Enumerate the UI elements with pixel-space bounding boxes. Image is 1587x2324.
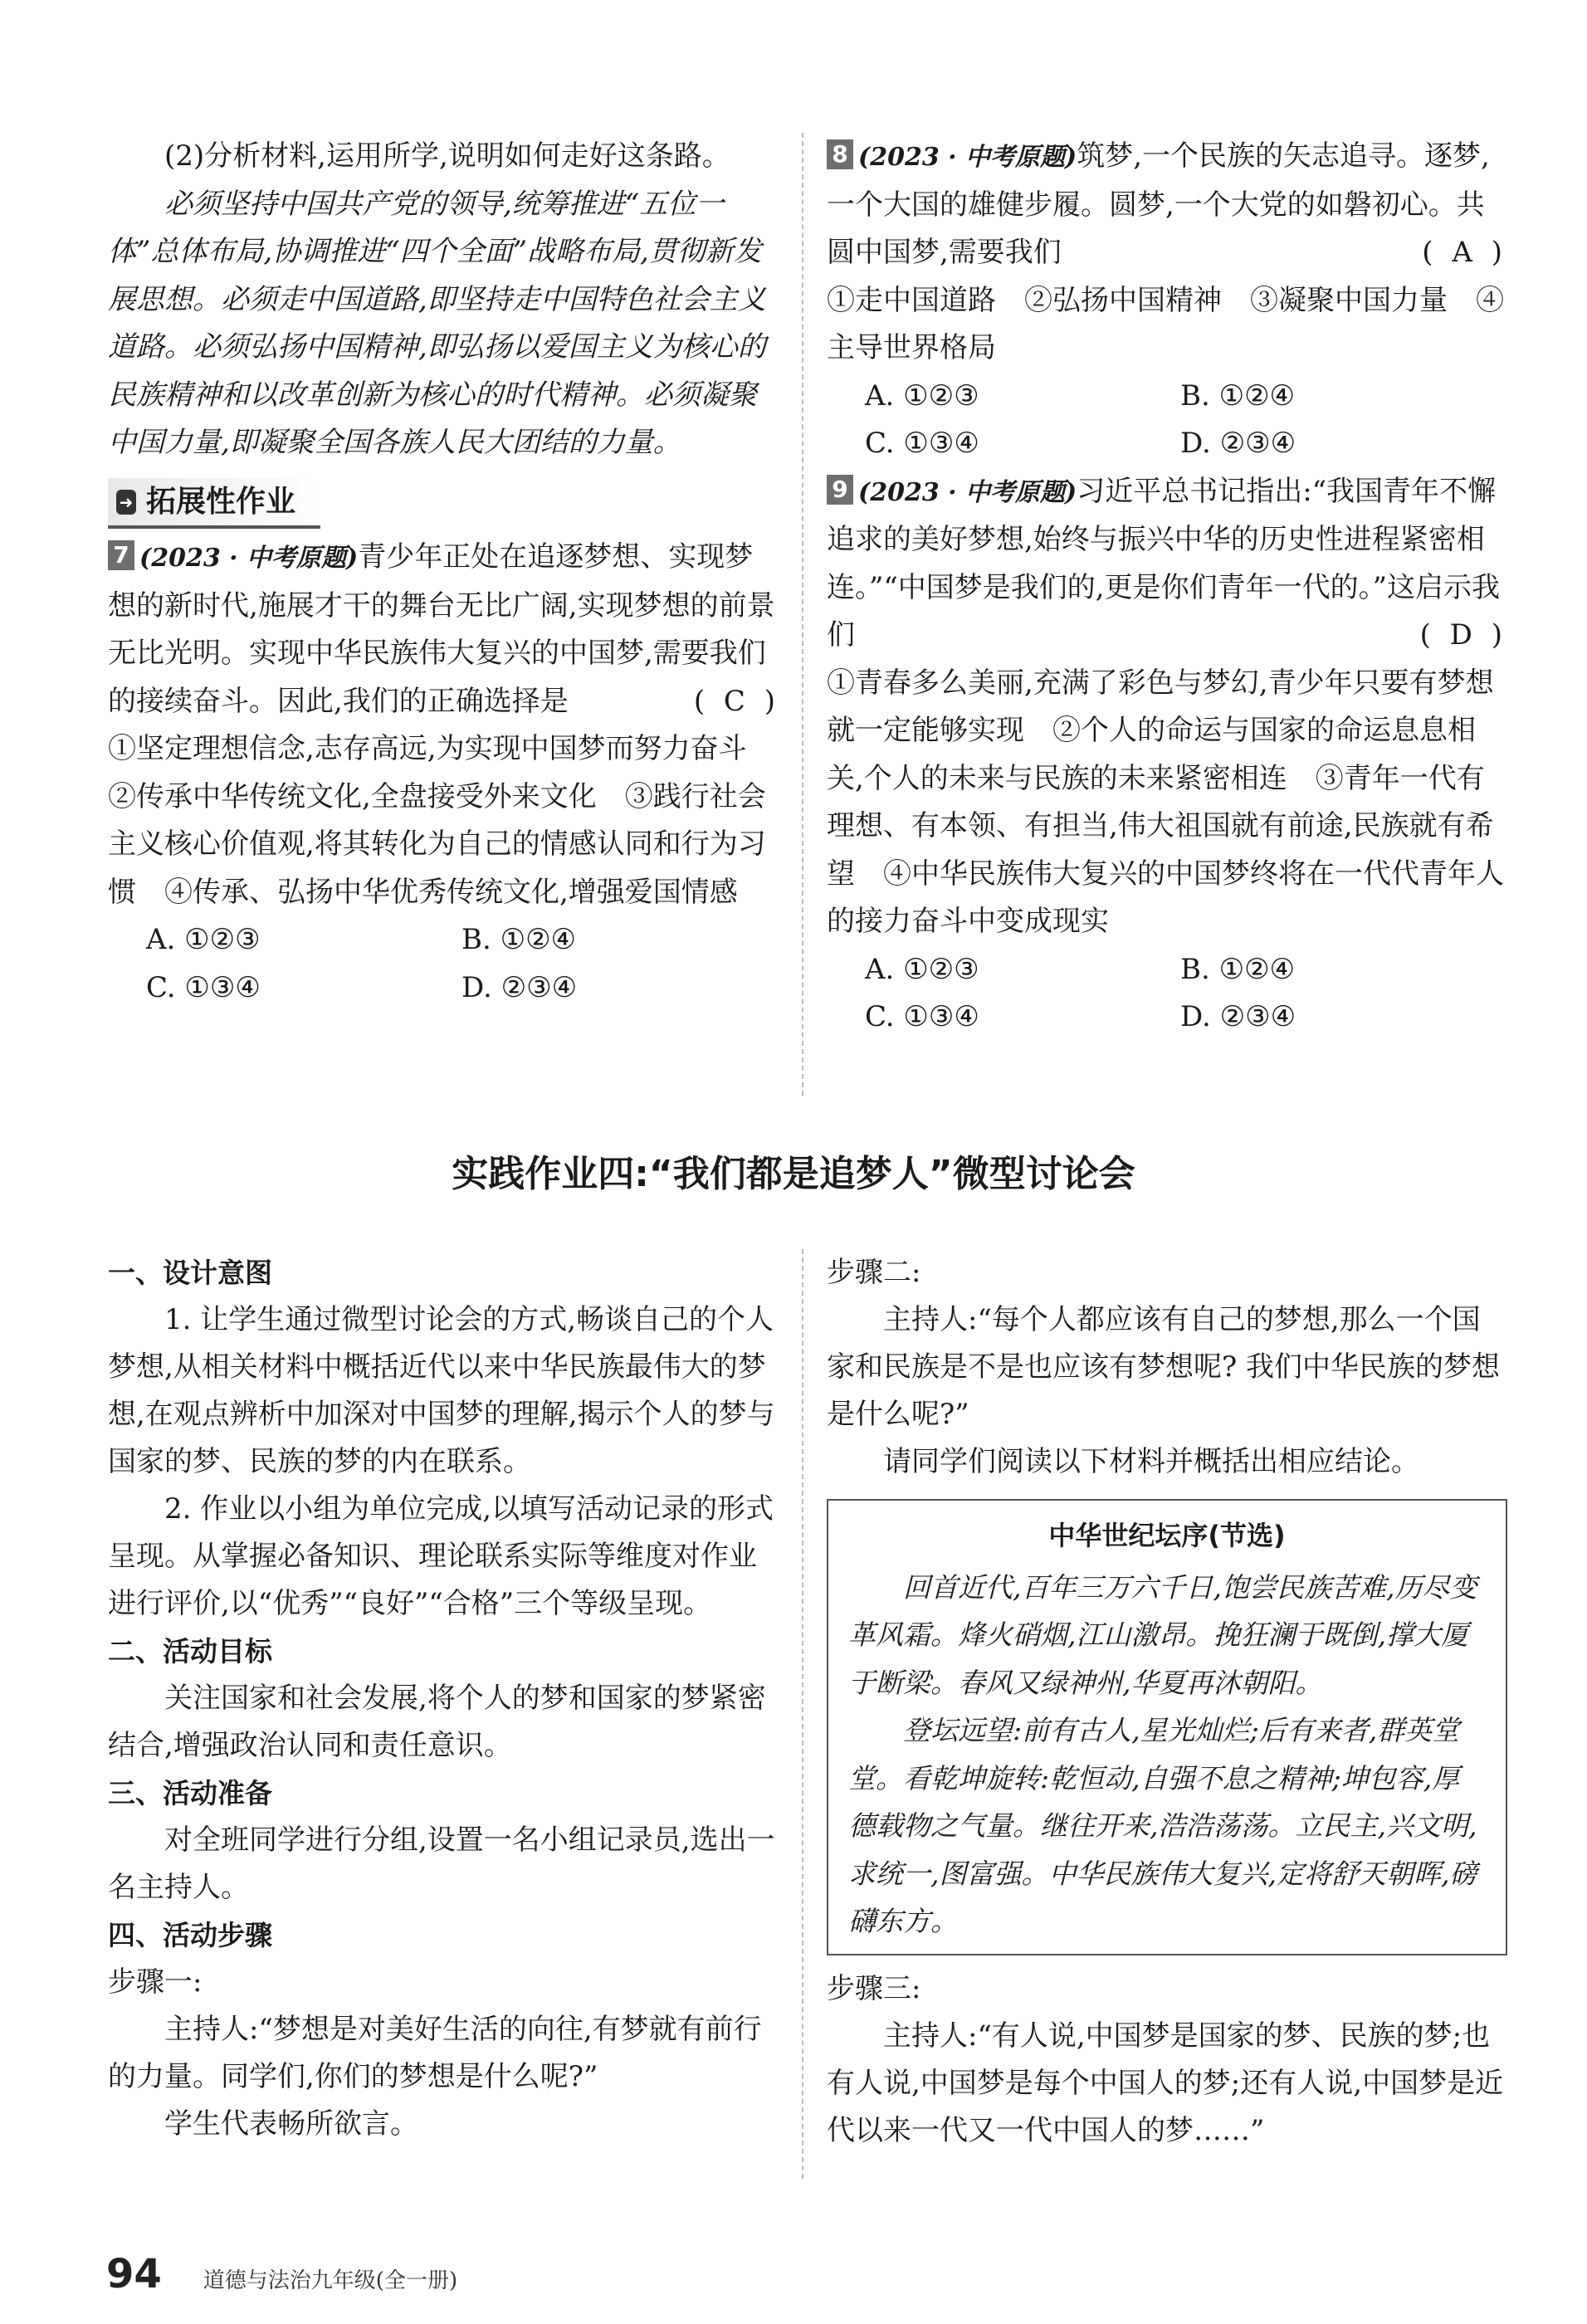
- step-label: 步骤三:: [827, 1971, 921, 2005]
- option-b: B. ①②④: [1180, 378, 1296, 413]
- answer-mark: ( A ): [1422, 236, 1507, 269]
- paragraph: 请同学们阅读以下材料并概括出相应结论。: [883, 1445, 1419, 1478]
- options-row: [108, 964, 780, 1013]
- option-c: C. ①③④: [865, 1000, 979, 1033]
- option-c: C. ①③④: [146, 970, 261, 1004]
- q2-answer: 必须坚持中国共产党的领导,统筹推进“五位一体”总体布局,协调推进“四个全面”战略布局,贯彻新发展思想。必须走中国道路,即坚持走中国特色社会主义道路。必须弘扬中国精神,即弘扬以爱国主义为核心的民族精神和以改革创新为核心的时代精神。必须凝聚中国力量,即凝聚全国各族人民大团结的力量。: [108, 187, 766, 459]
- page-number: 94: [106, 2251, 162, 2297]
- paragraph: 主持人:“有人说,中国梦是国家的梦、民族的梦;也有人说,中国梦是每个中国人的梦;还有人说,中国梦是近代以来一代又一代中国人的梦……”: [827, 2019, 1504, 2147]
- extension-label: 拓展性作业: [146, 484, 296, 519]
- question-stem: 筑梦,一个民族的矢志追寻。逐梦,一个大国的雄健步履。圆梦,一个大党的如磐初心。共圆中国梦,需要我们: [827, 139, 1490, 269]
- paragraph: 1. 让学生通过微型讨论会的方式,畅谈自己的个人梦想,从相关材料中概括近代以来中华民族最伟大的梦想,在观点辨析中加深对中国梦的理解,揭示个人的梦与国家的梦、民族的梦的内在联系。: [108, 1303, 775, 1478]
- option-a: A. ①②③: [865, 378, 979, 413]
- options-row: [108, 916, 780, 964]
- bottom-right-column: [827, 1249, 1507, 2155]
- options-row: [827, 373, 1507, 421]
- question-statements: ①青春多么美丽,充满了彩色与梦幻,青少年只要有梦想就一定能够实现 ②个人的命运与国家的命运息息相关,个人的未来与民族的未来紧密相连 ③青年一代有理想、有本领、有担当,伟大祖国就有前途,民族就有希望 ④中华民族伟大复兴的中国梦终将在一代代青年人的接力奋斗中变成现实: [827, 666, 1504, 938]
- question-statements: ①坚定理想信念,志存高远,为实现中国梦而努力奋斗 ②传承中华传统文化,全盘接受外来文化 ③践行社会主义核心价值观,将其转化为自己的情感认同和行为习惯 ④传承、弘扬中华优秀传统文化,增强爱国情感: [108, 732, 775, 909]
- paragraph: 主持人:“每个人都应该有自己的梦想,那么一个国家和民族是不是也应该有梦想呢? 我们中华民族的梦想是什么呢?”: [827, 1303, 1501, 1431]
- bottom-left-column: [108, 1249, 780, 2148]
- extension-banner: [108, 476, 780, 530]
- question-8: [827, 133, 1507, 277]
- option-d: D. ②③④: [1180, 427, 1296, 460]
- section-heading: 二、活动目标: [108, 1635, 272, 1667]
- section-heading: 一、设计意图: [108, 1257, 272, 1289]
- section-heading: 四、活动步骤: [108, 1919, 272, 1951]
- option-d: D. ②③④: [1180, 1000, 1296, 1033]
- page-footer: [106, 2251, 457, 2297]
- option-a: A. ①②③: [146, 923, 261, 957]
- book-title: 道德与法治九年级(全一册): [203, 2268, 458, 2293]
- options-row: [827, 420, 1507, 468]
- paragraph: 学生代表畅所欲言。: [164, 2107, 418, 2141]
- question-stem: 青少年正处在追逐梦想、实现梦想的新时代,施展才干的舞台无比广阔,实现梦想的前景无比光明。实现中华民族伟大复兴的中国梦,需要我们的接续奋斗。因此,我们的正确选择是: [108, 540, 775, 718]
- question-stem: 习近平总书记指出:“我国青年不懈追求的美好梦想,始终与振兴中华的历史性进程紧密相连。”“中国梦是我们的,更是你们青年一代的。”这启示我们: [827, 474, 1500, 652]
- column-divider: [802, 133, 803, 1096]
- question-number-badge: 7: [108, 540, 134, 570]
- question-statements: ①走中国道路 ②弘扬中国精神 ③凝聚中国力量 ④主导世界格局: [827, 283, 1504, 364]
- section-heading: 三、活动准备: [108, 1777, 272, 1809]
- step-label: 步骤二:: [827, 1256, 921, 1289]
- question-number-badge: 9: [827, 475, 853, 505]
- column-divider: [802, 1249, 803, 2179]
- question-source: (2023 · 中考原题): [858, 477, 1077, 507]
- question-number-badge: 8: [827, 139, 853, 169]
- arrow-icon: ➜: [116, 490, 136, 515]
- option-c: C. ①③④: [865, 427, 979, 460]
- paragraph: 关注国家和社会发展,将个人的梦和国家的梦紧密结合,增强政治认同和责任意识。: [108, 1682, 766, 1762]
- option-b: B. ①②④: [1180, 952, 1296, 986]
- answer-mark: ( D ): [1419, 618, 1507, 652]
- q2-prompt: (2)分析材料,运用所学,说明如何走好这条路。: [164, 139, 730, 173]
- top-left-column: [108, 133, 780, 1012]
- option-d: D. ②③④: [461, 970, 578, 1004]
- answer-mark: ( C ): [693, 684, 780, 718]
- question-7: [108, 534, 780, 725]
- excerpt-paragraph: 登坛远望:前有古人,星光灿烂;后有来者,群英堂堂。看乾坤旋转:乾恒动,自强不息之精神;坤包容,厚德载物之气量。继往开来,浩浩荡荡。立民主,兴文明,求统一,图富强。中华民族伟大复兴,定将舒天朝晖,磅礴东方。: [848, 1714, 1477, 1937]
- option-a: A. ①②③: [865, 952, 979, 986]
- practice-title: 实践作业四:“我们都是追梦人”微型讨论会: [452, 1153, 1135, 1195]
- paragraph: 对全班同学进行分组,设置一名小组记录员,选出一名主持人。: [108, 1824, 775, 1904]
- excerpt-box: [827, 1499, 1507, 1955]
- question-source: (2023 · 中考原题): [139, 544, 359, 574]
- excerpt-title: 中华世纪坛序(节选): [1048, 1520, 1286, 1551]
- options-row: [827, 946, 1507, 994]
- options-row: [827, 994, 1507, 1042]
- paragraph: 2. 作业以小组为单位完成,以填写活动记录的形式呈现。从掌握必备知识、理论联系实际等维度对作业进行评价,以“优秀”“良好”“合格”三个等级呈现。: [108, 1492, 774, 1620]
- option-b: B. ①②④: [461, 923, 577, 957]
- question-9: [827, 468, 1507, 660]
- top-right-column: [827, 133, 1507, 1042]
- step-label: 步骤一:: [108, 1965, 203, 1999]
- excerpt-paragraph: 回首近代,百年三万六千日,饱尝民族苦难,历尽变革风霜。烽火硝烟,江山激昂。挽狂澜于既倒,撑大厦于断梁。春风又绿神州,华夏再沐朝阳。: [848, 1570, 1477, 1699]
- paragraph: 主持人:“梦想是对美好生活的向往,有梦就有前行的力量。同学们,你们的梦想是什么呢?”: [108, 2013, 762, 2093]
- question-source: (2023 · 中考原题): [858, 143, 1077, 172]
